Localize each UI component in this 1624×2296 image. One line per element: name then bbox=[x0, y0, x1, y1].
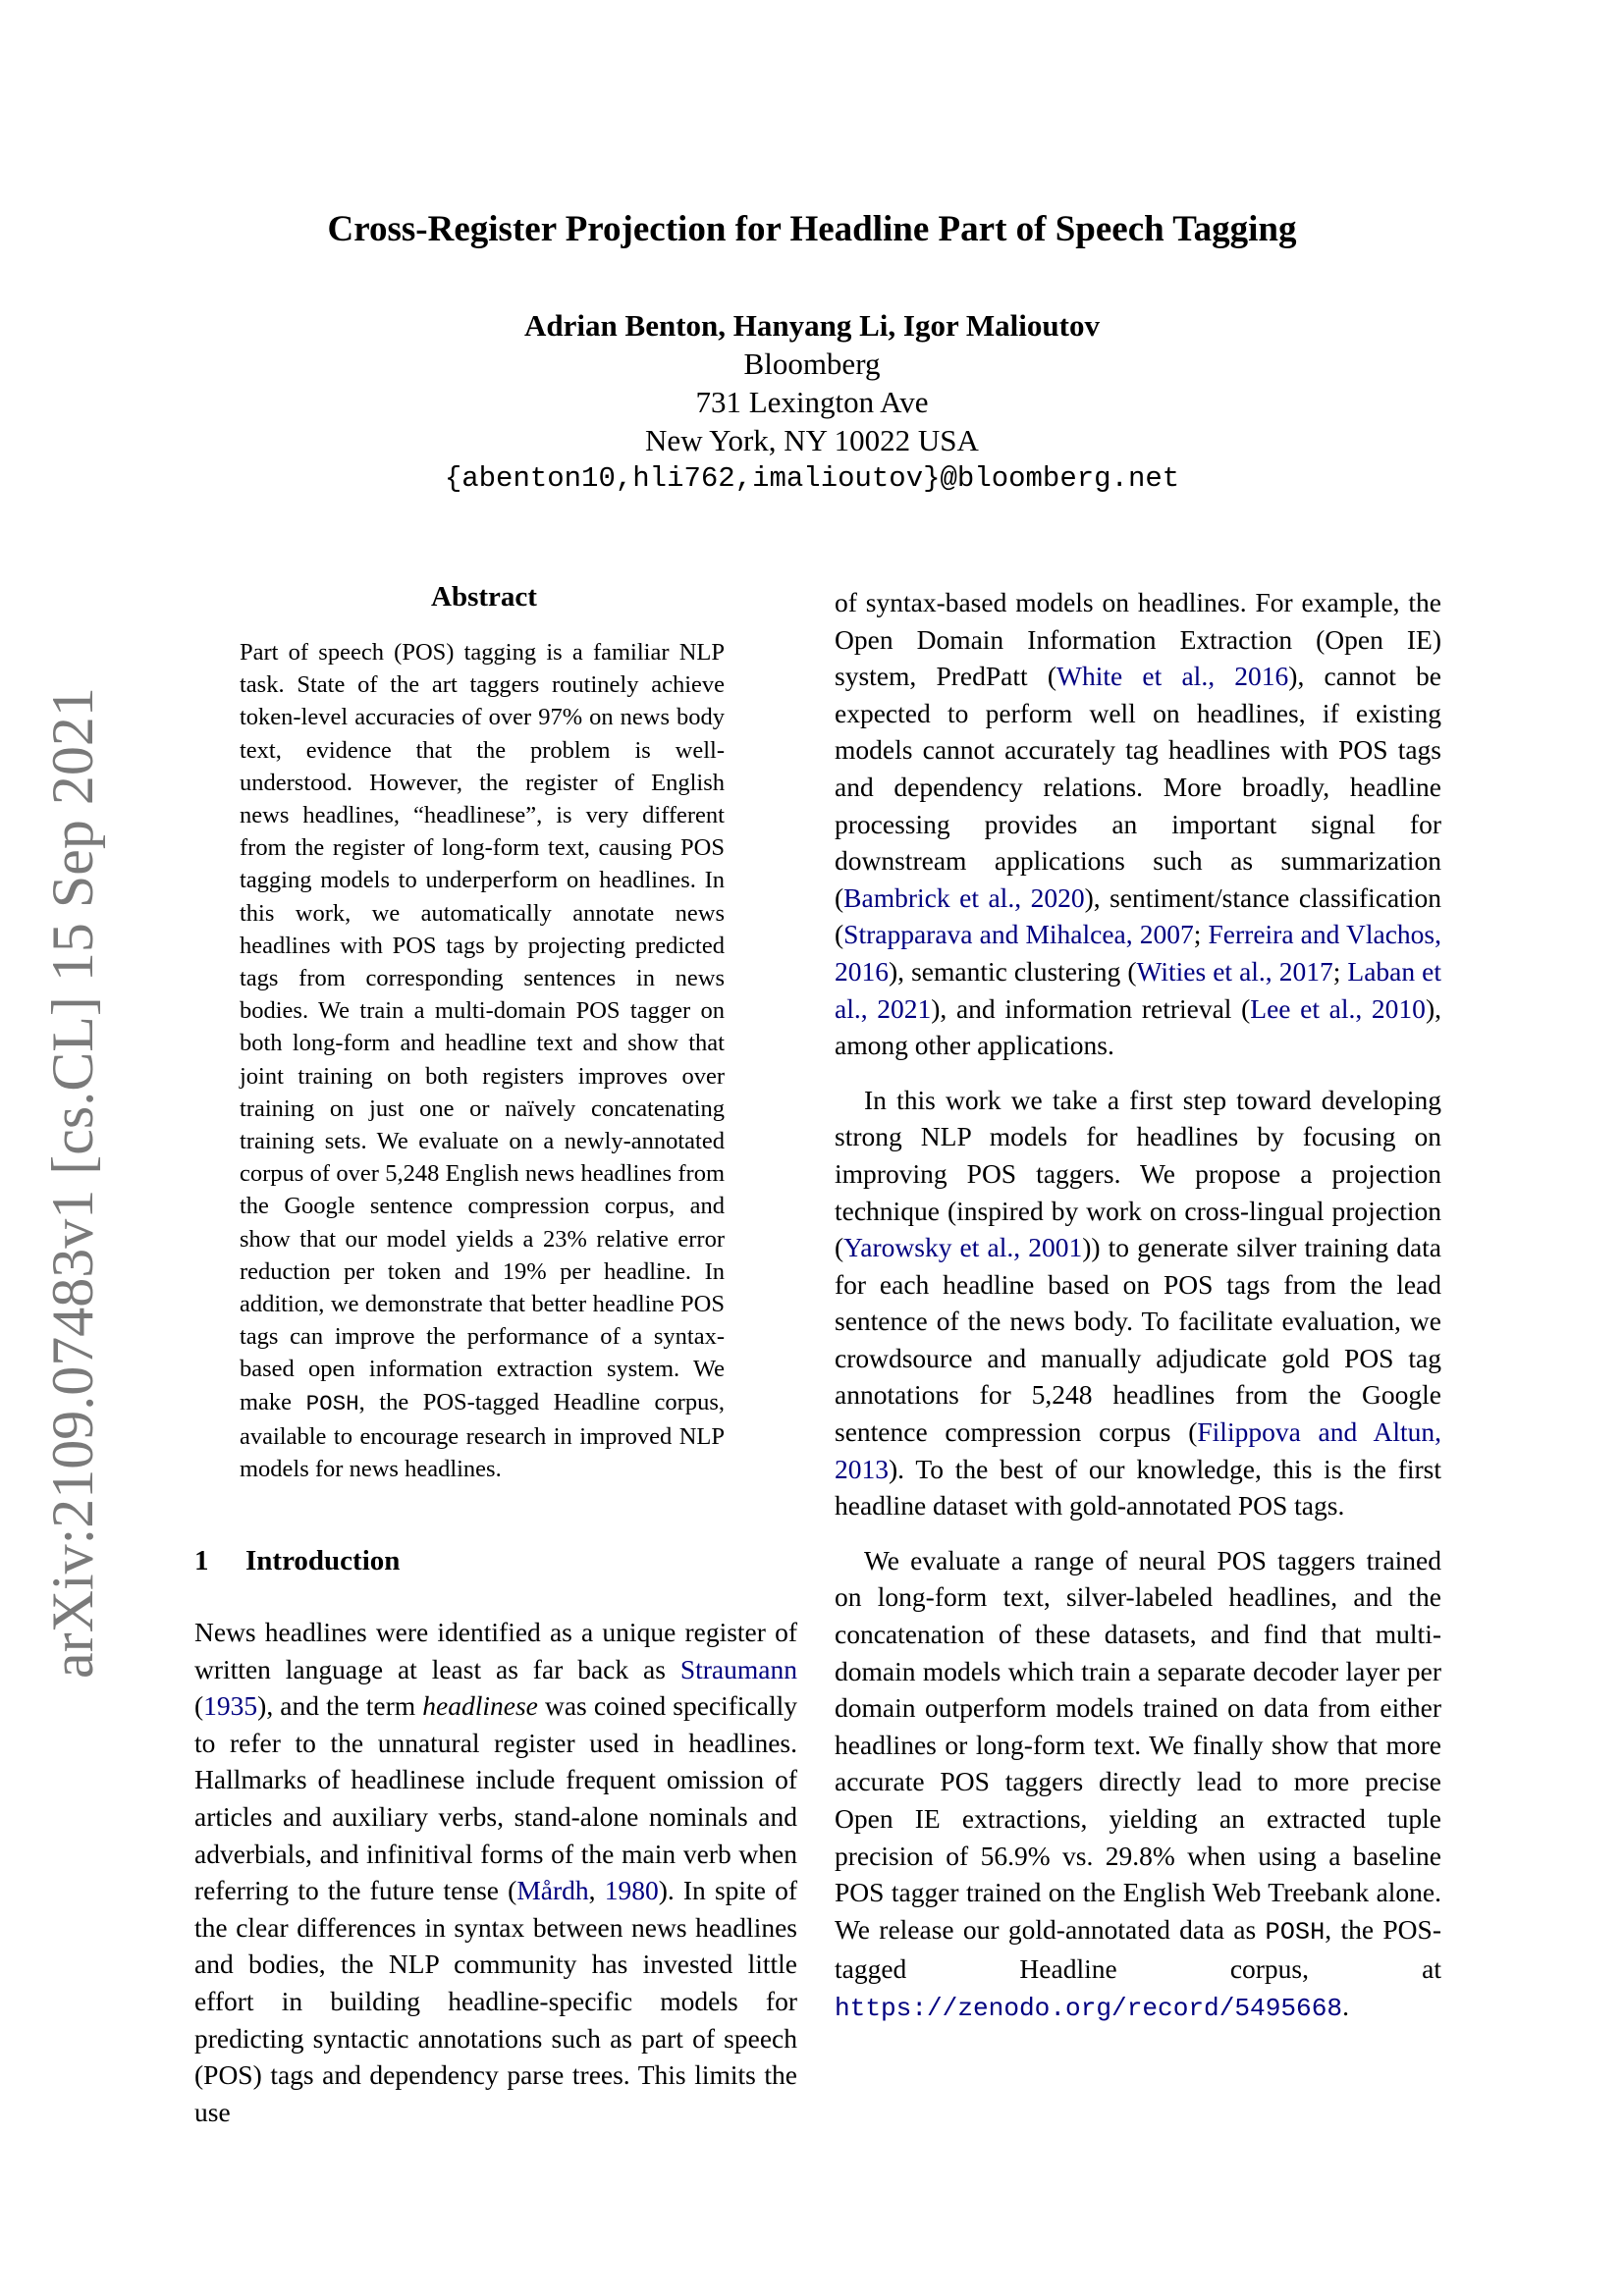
address-line-1: 731 Lexington Ave bbox=[695, 385, 929, 419]
citation-link[interactable]: Laban et al., 2021 bbox=[835, 955, 1441, 1024]
zenodo-url-link[interactable]: https://zenodo.org/record/5495668 bbox=[835, 1993, 1343, 2023]
body-text: ), semantic clustering ( bbox=[889, 955, 1137, 987]
address-line-2: New York, NY 10022 USA bbox=[645, 423, 979, 457]
citation-link[interactable]: Filippova and Altun, 2013 bbox=[835, 1416, 1441, 1484]
citation-link[interactable]: White et al., 2016 bbox=[1056, 661, 1289, 692]
emphasized-term: headlinese bbox=[422, 1690, 538, 1722]
body-text: . bbox=[1342, 1990, 1349, 2021]
body-text: , bbox=[588, 1875, 605, 1906]
body-text: ; bbox=[1193, 919, 1209, 950]
introduction-paragraph-1 bbox=[194, 1614, 797, 2130]
paper-title: Cross-Register Projection for Headline Part of Speech Tagging bbox=[327, 209, 1297, 249]
citation-link[interactable]: Straumann bbox=[679, 1653, 797, 1684]
abstract-body bbox=[240, 636, 725, 1485]
posh-corpus-name: POSH bbox=[305, 1390, 359, 1416]
body-text: ), and information retrieval ( bbox=[931, 992, 1251, 1024]
section-number: 1 bbox=[194, 1545, 209, 1576]
posh-corpus-name: POSH bbox=[1265, 1917, 1326, 1947]
introduction-paragraph-3 bbox=[835, 1542, 1441, 2028]
body-text: , the POS-tagged Headline corpus, at bbox=[835, 1913, 1441, 1985]
body-text: ), sentiment/stance classification ( bbox=[835, 881, 1441, 950]
citation-link[interactable]: Ferreira and Vlachos, 2016 bbox=[835, 919, 1441, 987]
citation-link[interactable]: Strapparava and Mihalcea, 2007 bbox=[843, 919, 1194, 950]
body-text: ). To the best of our knowledge, this is the first headline dataset with gold-annotated POS tags. bbox=[835, 1453, 1441, 1522]
body-text: We evaluate a range of neural POS taggers trained on long-form text, silver-labeled headlines, and the concatenation of these datasets, and find that multi-domain models which train a separate decoder layer per domain outperform models trained on data from either headlines or long-form text. We finally show that more accurate POS taggers directly lead to more precise Open IE extractions, yielding an extracted tuple precision of 56.9% vs. 29.8% when using a baseline POS tagger trained on the English Web Treebank alone. We release our gold-annotated data as bbox=[835, 1544, 1441, 1945]
body-text: News headlines were identified as a unique register of written language at least as far back as bbox=[194, 1617, 797, 1684]
citation-link[interactable]: Wities et al., 2017 bbox=[1136, 955, 1333, 987]
abstract-paragraph bbox=[240, 636, 725, 1485]
affiliation: Bloomberg bbox=[743, 347, 881, 381]
section-title: Introduction bbox=[245, 1545, 401, 1576]
citation-link[interactable]: 1980 bbox=[604, 1875, 659, 1906]
introduction-paragraph-1-left bbox=[194, 1614, 797, 2130]
citation-link[interactable]: Yarowsky et al., 2001 bbox=[843, 1232, 1083, 1263]
abstract-text: Part of speech (POS) tagging is a familiar NLP task. State of the art taggers routinely achieve token-level accuracies of over 97% on news body text, evidence that the problem is well-understood. However, the register of English news headlines, “headlinese”, is very different from the register of long-form text, causing POS tagging models to underperform on headlines. In this work, we automatically annotate news headlines with POS tags by projecting predicted tags from corresponding sentences in news bodies. We train a multi-domain POS tagger on both long-form and headline text and show that joint training on both registers improves over training on just one or naïvely concatenating training sets. We evaluate on a newly-annotated corpus of over 5,248 English news headlines from the Google sentence compression corpus, and show that our model yields a 23% relative error reduction per token and 19% per headline. In addition, we demonstrate that better headline POS tags can improve the performance of a syntax-based open information extraction system. We make bbox=[240, 639, 725, 1415]
body-text: ), cannot be expected to perform well on headlines, if existing models cannot accurately tag headlines with POS tags and dependency relations. More broadly, headline processing provides an important signal for downstream applications such as summarization ( bbox=[835, 661, 1441, 913]
author-names: Adrian Benton, Hanyang Li, Igor Malioutov bbox=[524, 308, 1100, 343]
introduction-paragraph-2 bbox=[835, 1082, 1441, 1524]
body-text: )) to generate silver training data for each headline based on POS tags from the lead sentence of the news body. To facilitate evaluation, we crowdsource and manually adjudicate gold POS tag annotations for 5,248 headlines from the Google sentence compression corpus ( bbox=[835, 1232, 1441, 1448]
abstract-heading: Abstract bbox=[431, 581, 537, 613]
body-text: ), among other applications. bbox=[835, 992, 1441, 1061]
body-text: ). In spite of the clear differences in syntax between news headlines and bodies, the NLP community has invested little effort in building headline-specific models for predicting syntactic annotations such as part of speech (POS) tags and dependency parse trees. This limits the use bbox=[194, 1875, 797, 2127]
citation-link[interactable]: Mårdh bbox=[516, 1875, 589, 1906]
body-text: was coined specifically to refer to the unnatural register used in headlines. Hallmarks of headlinese include frequent omission of articles and auxiliary verbs, stand-alone nominals and adverbials, and infinitival forms of the main verb when referring to the future tense ( bbox=[194, 1690, 797, 1906]
body-text: of syntax-based models on headlines. For example, the Open Domain Information Extraction (Open IE) system, PredPatt ( bbox=[835, 587, 1441, 692]
abstract-text: , the POS-tagged Headline corpus, available to encourage research in improved NLP models for news headlines. bbox=[240, 1388, 725, 1483]
author-block bbox=[0, 306, 1624, 498]
body-text: ; bbox=[1332, 955, 1348, 987]
citation-link[interactable]: 1935 bbox=[203, 1690, 258, 1722]
citation-link[interactable]: Lee et al., 2010 bbox=[1250, 992, 1426, 1024]
author-emails: {abenton10,hli762,imalioutov}@bloomberg.net bbox=[444, 462, 1180, 495]
introduction-paragraph-1-continued bbox=[835, 584, 1441, 1064]
body-text: ( bbox=[194, 1690, 204, 1722]
right-column bbox=[835, 584, 1441, 2028]
body-text: In this work we take a first step toward developing strong NLP models for headlines by focusing on improving POS taggers. We propose a projection technique (inspired by work on cross-lingual projection ( bbox=[835, 1084, 1441, 1263]
section-heading-introduction bbox=[194, 1545, 400, 1577]
citation-link[interactable]: Bambrick et al., 2020 bbox=[843, 881, 1085, 913]
arxiv-identifier-stamp: arXiv:2109.07483v1 [cs.CL] 15 Sep 2021 bbox=[40, 687, 105, 1679]
body-text: ), and the term bbox=[257, 1690, 423, 1722]
